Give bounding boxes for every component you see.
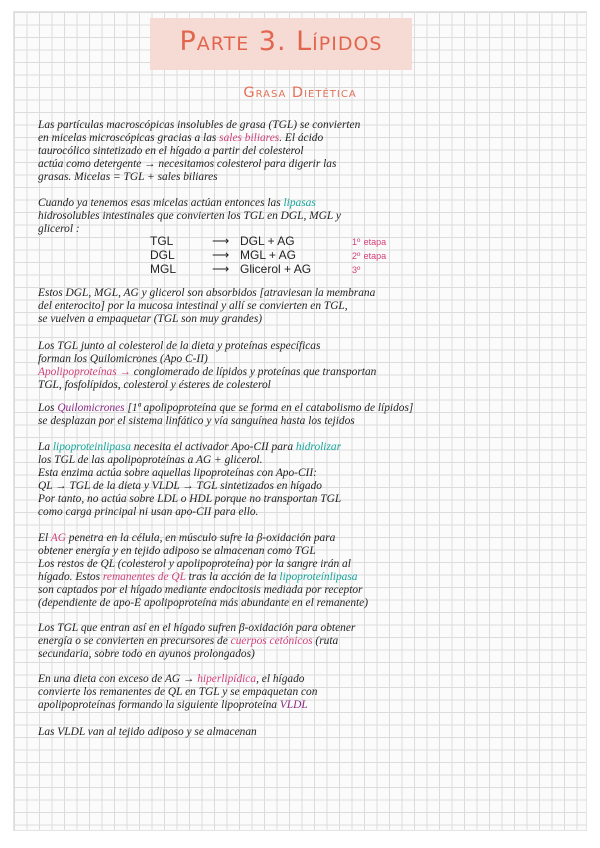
text-line: Cuando ya tenemos esas micelas actúan entonces las lipasas [38, 197, 316, 209]
paragraph-transporte [38, 402, 568, 428]
text-line: En una dieta con exceso de AG → hiperlipídica, el hígado [38, 673, 305, 685]
section-subtitle: Grasa Dietética [243, 85, 357, 101]
text-line: apolipoproteínas formando la siguiente lipoproteína VLDL [38, 698, 308, 711]
highlighted-term: lipoproteinlipasa [52, 441, 131, 453]
text-line: secundaria, sobre todo en ayunos prolongados) [38, 647, 255, 660]
equation-product: MGL + AG [240, 248, 296, 262]
text-line: obtener energía y en tejido adiposo se almacenan como TGL [38, 544, 316, 557]
equation-reactant: DGL [150, 248, 175, 262]
highlighted-term: lipasas [283, 197, 316, 209]
text-line: los TGL de las apolipoproteínas a AG + glicerol. [38, 453, 263, 466]
text-line: del enterocito] por la mucosa intestinal y allí se convierten en TGL, [38, 299, 348, 312]
text-line: como carga principal ni usan apo-CII para ello. [38, 505, 259, 518]
text-line: (dependiente de apo-E apolipoproteína más abundante en el remanente) [38, 596, 369, 609]
highlighted-term: remanentes de QL [102, 570, 186, 583]
text-line: Los Quilomicrones [1ª apolipoproteína que se forma en el catabolismo de lípidos] [38, 402, 414, 414]
highlighted-term: AG [50, 532, 66, 544]
equation-product: DGL + AG [240, 234, 295, 248]
highlighted-term: sales biliares [219, 131, 280, 144]
text-line: Los TGL junto al colesterol de la dieta y proteínas específicas [38, 340, 321, 352]
paragraph-micelas [38, 119, 568, 184]
text-line: Esta enzima actúa sobre aquellas lipoproteínas con Apo-CII: [38, 466, 317, 479]
text-line: son captados por el hígado mediante endocitosis mediada por receptor [38, 583, 363, 596]
arrow-icon: ⟶ [212, 234, 230, 248]
arrow-icon: ⟶ [212, 248, 230, 262]
text-line: glicerol : [38, 222, 80, 235]
stage-label: etapa [363, 251, 387, 261]
text-line: Los TGL que entran así en el hígado sufren β-oxidación para obtener [38, 622, 356, 634]
paragraph-absorcion [38, 287, 568, 326]
text-line: Por tanto, no actúa sobre LDL o HDL porque no transportan TGL [38, 492, 342, 505]
equation-product: Glicerol + AG [240, 262, 312, 276]
text-line: convierte los remanentes de QL en TGL y se empaquetan con [38, 685, 318, 698]
text-line: La lipoproteinlipasa necesita el activador Apo-CII para hidrolizar [38, 441, 342, 453]
text-line: Las VLDL van al tejido adiposo y se almacenan [38, 726, 257, 738]
arrow-icon: ⟶ [212, 262, 230, 276]
equation-row-3 [150, 262, 360, 276]
text-line: en micelas microscópicas gracias a las sales biliares. El ácido [38, 131, 324, 144]
equation-row-2 [150, 248, 386, 262]
text-line: taurocólico sintetizado en el hígado a partir del colesterol [38, 144, 304, 157]
paragraph-lipoproteinlipasa [38, 441, 568, 518]
paragraph-ag-celula [38, 532, 568, 609]
text-line: QL → TGL de la dieta y VLDL → TGL sintetizados en hígado [38, 479, 322, 492]
text-line: Apolipoproteínas → conglomerado de lípidos y proteínas que transportan [38, 365, 377, 378]
equation-reactant: MGL [150, 262, 177, 276]
text-line: energía o se convierten en precursores de cuerpos cetónicos (ruta [38, 634, 339, 647]
text-line: TGL, fosfolípidos, colesterol y ésteres de colesterol [38, 378, 271, 391]
text-line: Las partículas macroscópicas insolubles de grasa (TGL) se convierten [38, 119, 361, 131]
text-line: forman los Quilomicrones (Apo C-II) [38, 352, 208, 365]
text-line: se vuelven a empaquetar (TGL son muy grandes) [38, 312, 263, 325]
stage-number: 1º [352, 237, 361, 247]
text-line: Estos DGL, MGL, AG y glicerol son absorbidos [atraviesan la membrana [38, 287, 376, 299]
text-line: Los restos de QL (colesterol y apolipoproteína) por la sangre irán al [38, 557, 351, 570]
highlighted-term: Apolipoproteínas → [38, 365, 131, 378]
stage-label: etapa [363, 237, 387, 247]
highlighted-term: cuerpos cetónicos [230, 634, 313, 647]
equation-row-1 [150, 234, 386, 248]
paragraph-beta-oxidacion [38, 622, 568, 661]
page-title: Parte 3. Lípidos [179, 26, 383, 57]
text-line: se desplazan por el sistema linfático y vía sanguínea hasta los tejidos [38, 414, 355, 427]
highlighted-term: hiperlipídica [197, 673, 257, 685]
paragraph-quilomicrones [38, 340, 568, 392]
text-line: actúa como detergente → necesitamos colesterol para digerir las [38, 157, 337, 170]
highlighted-term: VLDL [279, 698, 308, 711]
highlighted-term: Quilomicrones [57, 402, 125, 414]
stage-number: 3º [352, 265, 361, 275]
text-line: grasas. Micelas = TGL + sales biliares [38, 170, 218, 183]
equation-reactant: TGL [150, 234, 174, 248]
text-line: hígado. Estos remanentes de QL tras la acción de la lipoproteínlipasa [38, 570, 358, 583]
stage-number: 2º [352, 251, 361, 261]
highlighted-term: hidrolizar [295, 441, 342, 453]
text-line: El AG penetra en la célula, en músculo sufre la β-oxidación para [38, 532, 336, 544]
paragraph-hiperlipidica [38, 673, 568, 712]
paragraph-vldl [38, 726, 568, 739]
highlighted-term: lipoproteínlipasa [279, 570, 358, 583]
text-line: hidrosolubles intestinales que convierten los TGL en DGL, MGL y [38, 209, 341, 222]
paragraph-lipasas [38, 197, 568, 236]
